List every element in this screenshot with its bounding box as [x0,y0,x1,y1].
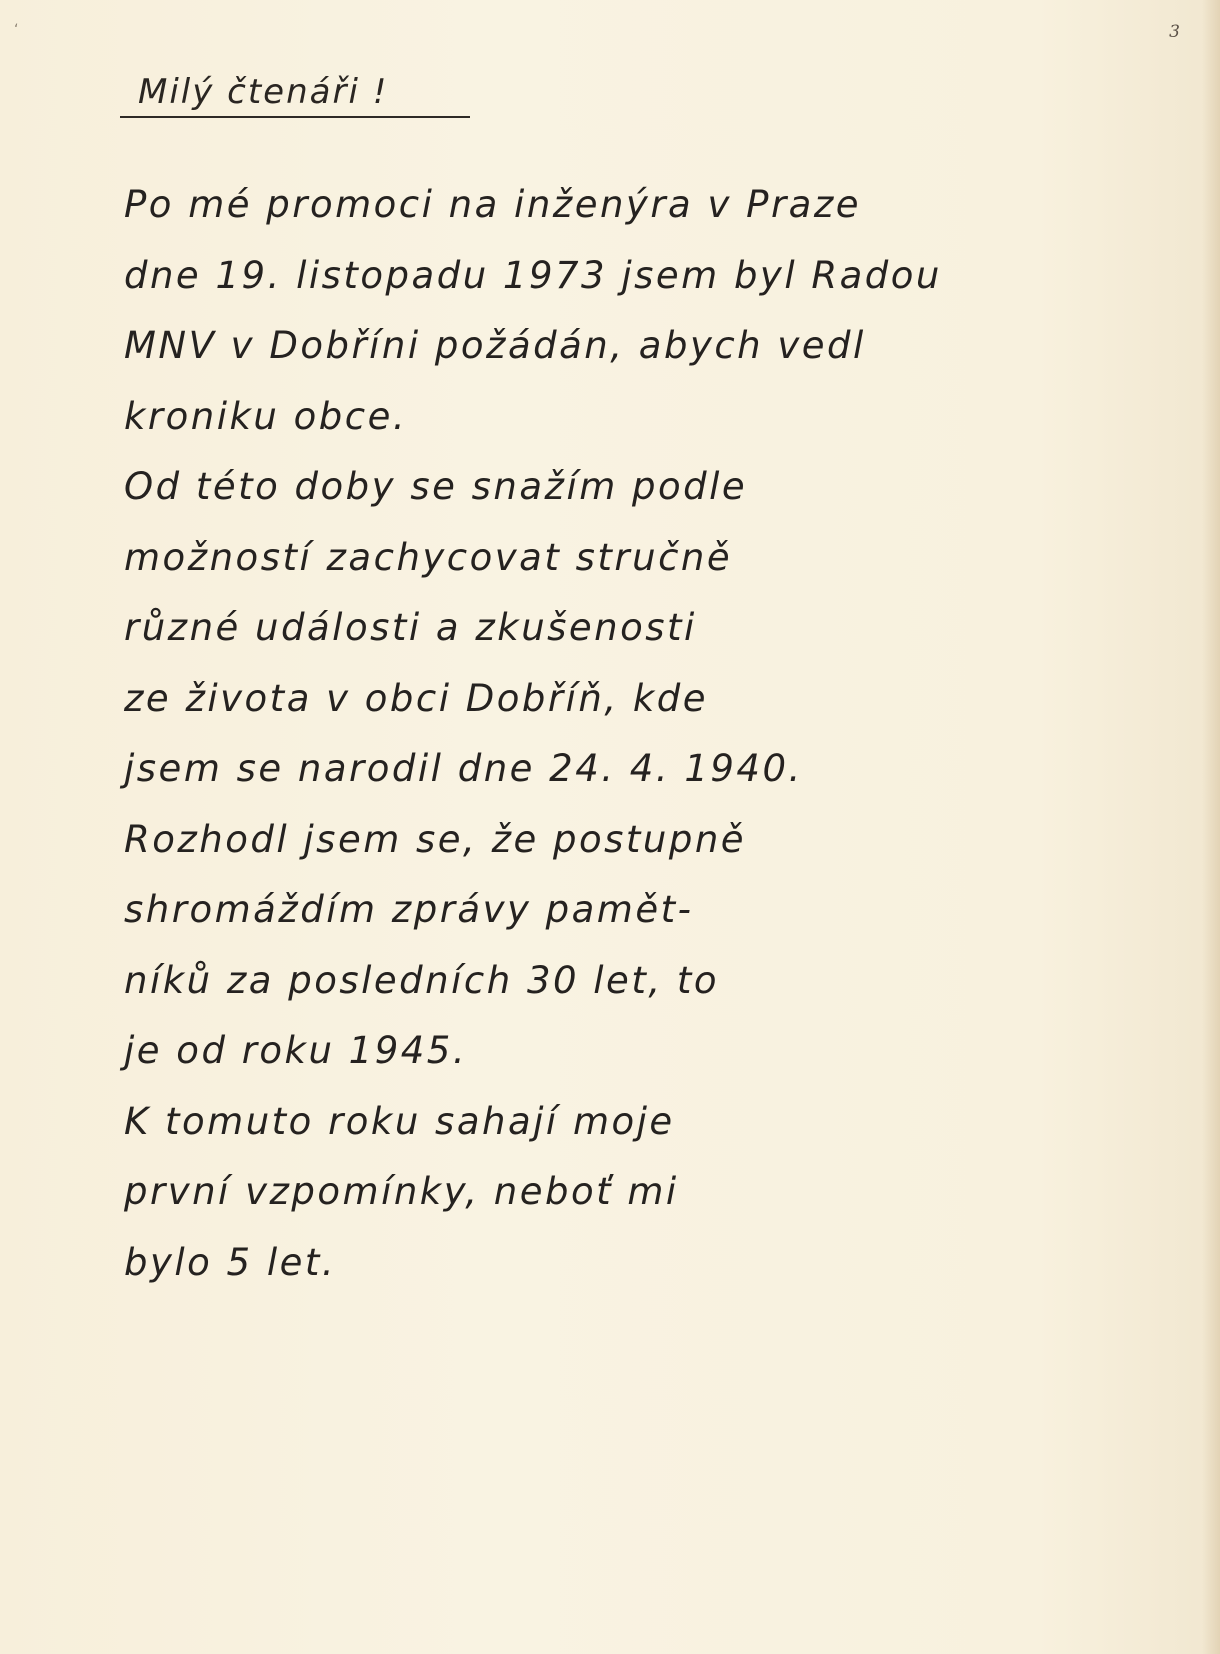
text-line: dne 19. listopadu 1973 jsem byl Radou [124,253,942,297]
text-line: Od této doby se snažím podle [124,465,748,508]
page-number: 3 [1169,22,1180,42]
text-line: Rozhodl jsem se, že postupně [124,817,747,861]
salutation-heading: Milý čtenáři ! [120,72,470,118]
text-line: K tomuto roku sahají moje [124,1099,675,1143]
text-line: bylo 5 let. [124,1240,337,1284]
text-line: MNV v Dobříni požádán, abych vedl [124,324,866,367]
text-line: Po mé promoci na inženýra v Praze [124,183,862,226]
text-line: různé události a zkušenosti [124,606,697,649]
text-line: možností zachycovat stručně [124,535,733,579]
letter-body [124,170,1044,1298]
text-line: ze života v obci Dobříň, kde [124,676,709,720]
corner-mark: ‘ [14,22,19,38]
text-line: jsem se narodil dne 24. 4. 1940. [124,747,803,790]
text-line: níků za posledních 30 let, to [124,958,719,1002]
text-line: je od roku 1945. [124,1029,468,1072]
text-line: první vzpomínky, neboť mi [124,1170,679,1213]
text-line: shromáždím zprávy pamět- [124,888,694,931]
text-line: kroniku obce. [124,394,408,438]
